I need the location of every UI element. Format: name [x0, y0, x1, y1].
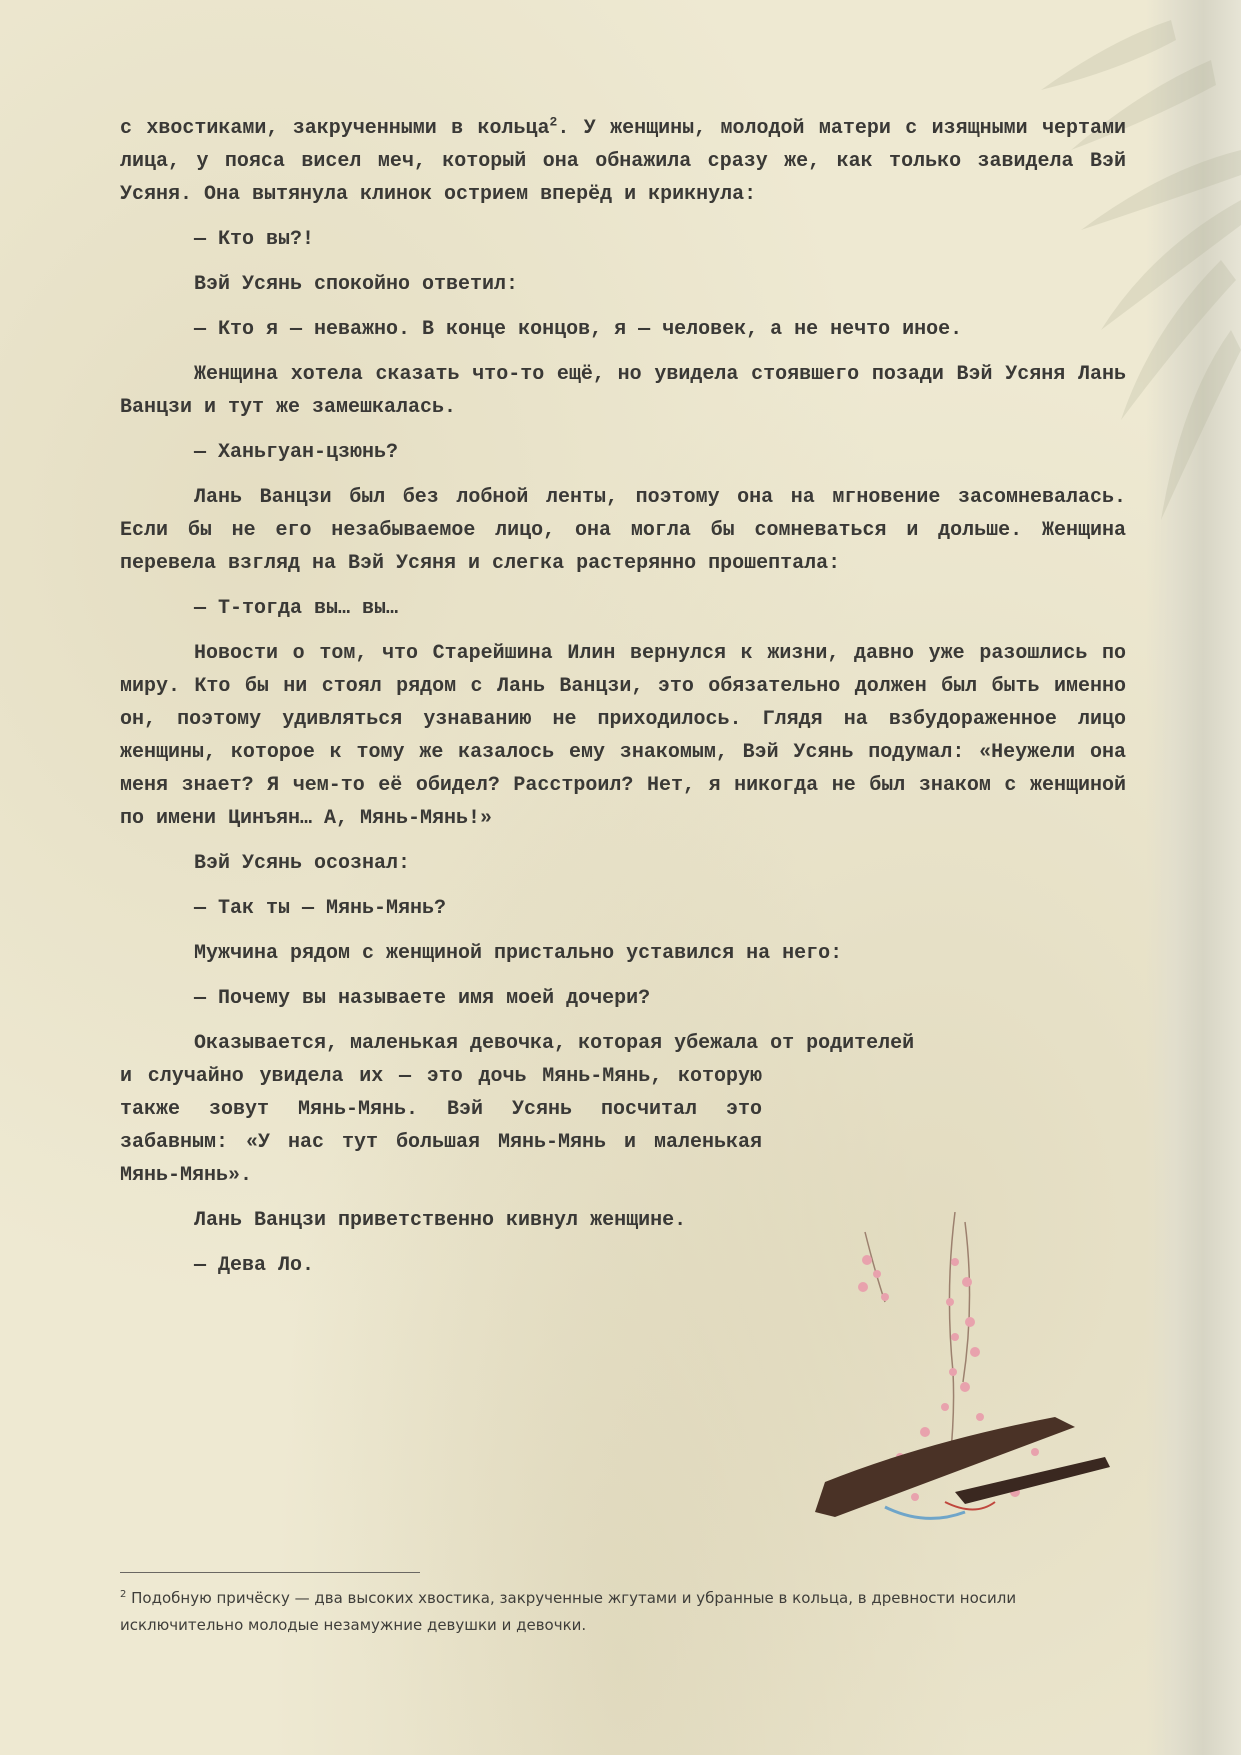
- footnote: [120, 1585, 1130, 1639]
- footnote-ref[interactable]: 2: [549, 114, 558, 130]
- narration-paragraph: Лань Ванцзи был без лобной ленты, поэтому она на мгновение засомневалась. Если бы не его незабываемое лицо, она могла бы сомневаться и дольше. Женщина перевела взгляд на Вэй Усяня и слегка растерянно прошептала:: [120, 486, 1126, 575]
- narration-paragraph: Женщина хотела сказать что-то ещё, но увидела стоявшего позади Вэй Усяня Лань Ванцзи и тут же замешкалась.: [120, 363, 1126, 419]
- dialogue-line: — Кто вы?!: [194, 228, 315, 251]
- dialogue-line: — Т-тогда вы… вы…: [194, 597, 399, 620]
- narration-paragraph: и случайно увидела их — это дочь Мянь-Мянь, которую также зовут Мянь-Мянь. Вэй Усянь посчитал это забавным: «У нас тут большая Мянь-Мянь и маленькая Мянь-Мянь».: [120, 1065, 762, 1187]
- paragraph-1: с хвостиками, закрученными в кольца$^2$. У женщины, молодой матери с изящными чертами лица, у пояса висел меч, который она обнажила сразу же, как только завидела Вэй Усяня. Она вытянула клинок остриeм вперёд и крикнула:: [120, 114, 1126, 206]
- guqin-illustration: [805, 1212, 1135, 1532]
- dialogue-line: — Дева Ло.: [194, 1254, 315, 1277]
- narration-line: Оказывается, маленькая девочка, которая убежала от родителей: [194, 1032, 915, 1055]
- narration-paragraph: Лань Ванцзи приветственно кивнул женщине.: [194, 1209, 687, 1232]
- narration-paragraph: Новости о том, что Старейшина Илин вернулся к жизни, давно уже разошлись по миру. Кто бы ни стоял рядом с Лань Ванцзи, это обязательно должен был быть именно он, поэтому удивляться узнаванию не приходилось. Глядя на взбудораженное лицо женщины, которое к тому же казалось ему знакомым, Вэй Усянь подумал: «Неужели она меня знает? Я чем-то её обидел? Расстроил? Нет, я никогда не был знаком с женщиной по имени Цинъян… А, Мянь-Мянь!»: [120, 642, 1126, 830]
- dialogue-line: — Кто я — неважно. В конце концов, я — человек, а не нечто иное.: [194, 318, 963, 341]
- footnote-text: Подобную причёску — два высоких хвостика, закрученные жгутами и убранные в кольца, в древности носили исключительно молодые незамужние девушки и девочки.: [120, 1589, 1017, 1634]
- footnote-marker: 2: [120, 1589, 127, 1600]
- dialogue-line: — Почему вы называете имя моей дочери?: [194, 987, 651, 1010]
- narration-line: Мужчина рядом с женщиной пристально уставился на него:: [194, 942, 843, 965]
- narration-line: Вэй Усянь спокойно ответил:: [194, 273, 519, 296]
- narration-line: Вэй Усянь осознал:: [194, 852, 411, 875]
- dialogue-line: — Ханьгуан-цзюнь?: [194, 441, 399, 464]
- footnote-separator: [120, 1572, 420, 1573]
- dialogue-line: — Так ты — Мянь-Мянь?: [194, 897, 447, 920]
- page-body: [120, 112, 1126, 1294]
